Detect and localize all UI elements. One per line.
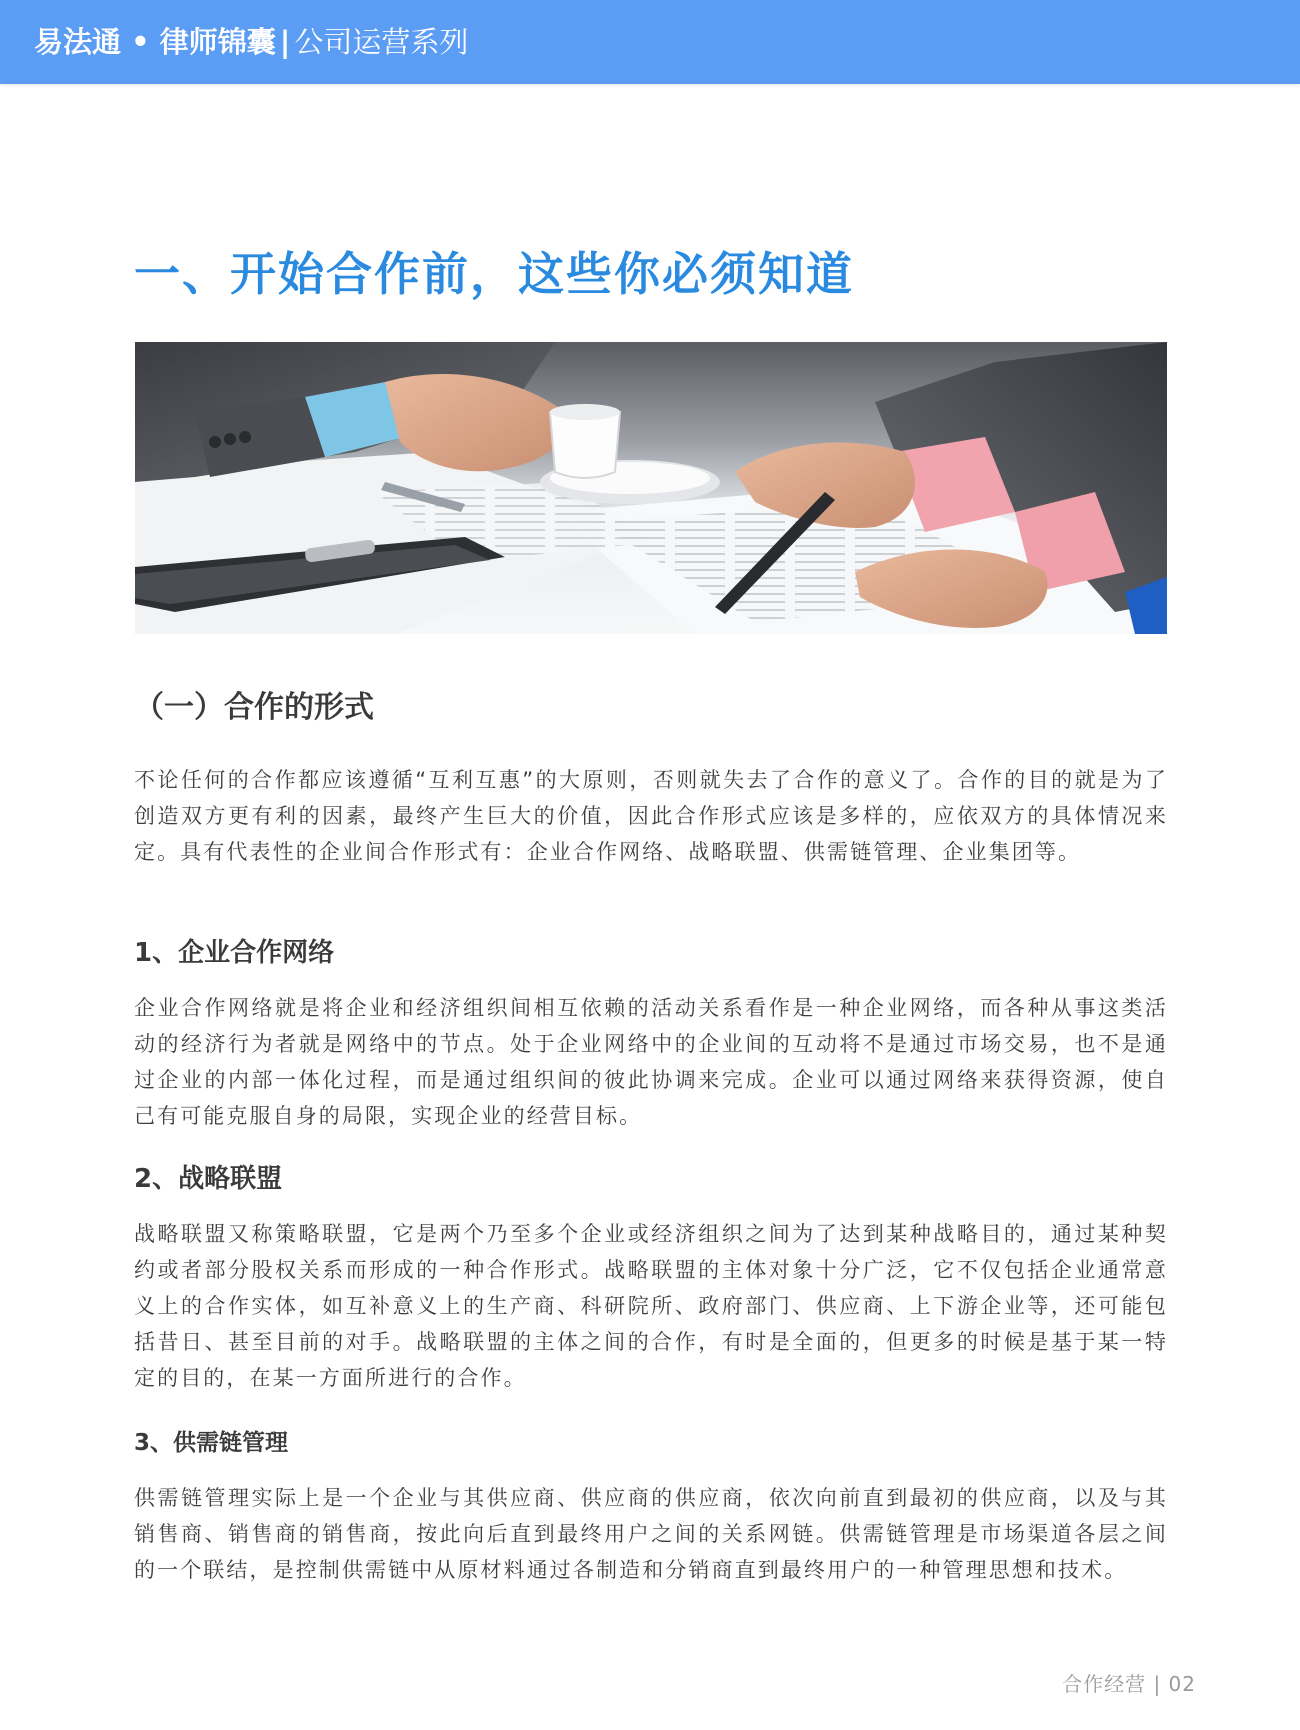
header-brand: 易法通 • 律师锦囊 (34, 25, 276, 59)
header-series: 公司运营系列 (294, 25, 469, 59)
subheading-supply-chain: 3、供需链管理 (134, 1430, 289, 1456)
subheading-strategic-alliance: 2、战略联盟 (134, 1164, 283, 1194)
header-bar (0, 0, 1300, 84)
paragraph-supply-chain: 供需链管理实际上是一个企业与其供应商、供应商的供应商，依次向前直到最初的供应商，以及与其销售商、销售商的销售商，按此向后直到最终用户之间的关系网链。供需链管理是市场渠道各层之间的一个联结，是控制供需链中从原材料通过各制造和分销商直到最终用户的一种管理思想和技术。 (134, 1486, 1168, 1582)
header-separator: | (279, 25, 291, 59)
header-title (34, 22, 468, 62)
page-footer: 合作经营 | 02 (1062, 1672, 1196, 1696)
page-title: 一、开始合作前，这些你必须知道 (134, 247, 854, 301)
paragraph-enterprise-network: 企业合作网络就是将企业和经济组织间相互依赖的活动关系看作是一种企业网络，而各种从事这类活动的经济行为者就是网络中的节点。处于企业网络中的企业间的互动将不是通过市场交易，也不是通过企业的内部一体化过程，而是通过组织间的彼此协调来完成。企业可以通过网络来获得资源，使自己有可能克服自身的局限，实现企业的经营目标。 (134, 996, 1168, 1128)
paragraph-strategic-alliance: 战略联盟又称策略联盟，它是两个乃至多个企业或经济组织之间为了达到某种战略目的，通过某种契约或者部分股权关系而形成的一种合作形式。战略联盟的主体对象十分广泛，它不仅包括企业通常意义上的合作实体，如互补意义上的生产商、科研院所、政府部门、供应商、上下游企业等，还可能包括昔日、甚至目前的对手。战略联盟的主体之间的合作，有时是全面的，但更多的时候是基于某一特定的目的，在某一方面所进行的合作。 (134, 1222, 1168, 1390)
subheading-enterprise-network: 1、企业合作网络 (134, 938, 335, 968)
section-heading: （一）合作的形式 (134, 690, 374, 725)
hero-image (135, 342, 1167, 634)
intro-paragraph: 不论任何的合作都应该遵循“互利互惠”的大原则，否则就失去了合作的意义了。合作的目的就是为了创造双方更有利的因素，最终产生巨大的价值，因此合作形式应该是多样的，应依双方的具体情况来定。具有代表性的企业间合作形式有：企业合作网络、战略联盟、供需链管理、企业集团等。 (134, 768, 1168, 864)
business-meeting-illustration (135, 342, 1167, 634)
